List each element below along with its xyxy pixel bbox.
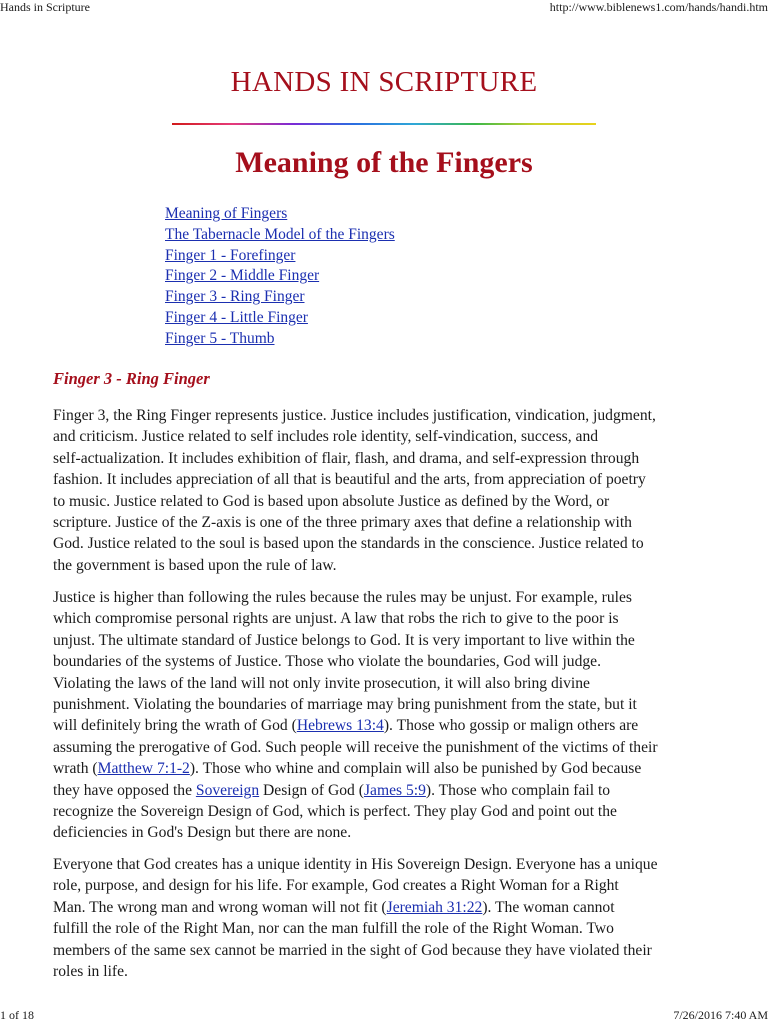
text-line: assuming the prerogative of God. Such people will receive the punishment of the victims of their [53,738,658,756]
text-line: God. Justice related to the soul is based upon the standards in the conscience. Justice related to [53,535,644,553]
text-line: Finger 3, the Ring Finger represents justice. Justice includes justification, vindication, judgment, [53,407,656,424]
text-line: role, purpose, and design for his life. For example, God creates a Right Woman for a Right [53,877,619,895]
text-segment: Design of God ( [259,781,364,799]
text-line [53,897,768,918]
paragraph-unique-identity [53,854,768,982]
text-line: scripture. Justice of the Z-axis is one of the three primary axes that define a relationship with [53,514,632,532]
text-line: Violating the laws of the land will not only invite prosecution, it will also bring divine [53,674,590,692]
section-heading: Finger 3 - Ring Finger [53,369,210,388]
text-line: Justice is higher than following the rules because the rules may be unjust. For example, rules [53,589,632,606]
toc-item [165,308,395,329]
print-header-url: http://www.biblenews1.com/hands/handi.htm [549,0,768,14]
toc-link-meaning-of-fingers[interactable]: Meaning of Fingers [165,205,288,222]
text-segment: wrath ( [53,760,98,778]
toc-link-finger-3[interactable]: Finger 3 - Ring Finger [165,288,305,306]
link-sovereign[interactable]: Sovereign [195,781,260,799]
text-line [53,758,768,779]
text-line: fashion. It includes appreciation of all that is beautiful and the arts, from appreciation of poetry [53,471,646,489]
text-line: fulfill the role of the Right Man, nor can the man fulfill the role of the Right Woman. Two [53,920,614,938]
rainbow-divider [172,123,596,125]
text-segment: they have opposed the [53,781,196,799]
toc-item [165,225,395,246]
text-segment: Man. The wrong man and wrong woman will not fit ( [53,898,387,916]
text-line: which compromise personal rights are unjust. A law that robs the rich to give to the poor is [53,610,619,628]
text-segment: ). Those who gossip or malign others are [383,717,639,735]
toc-item [165,204,395,225]
scripture-link-matthew[interactable]: Matthew 7:1-2 [97,760,190,778]
text-line: recognize the Sovereign Design of God, which is perfect. They play God and point out the [53,803,617,821]
print-header-page-title: Hands in Scripture [0,0,90,14]
text-segment: ). The woman cannot [482,898,615,916]
text-segment: ). Those who whine and complain will also be punished by God because [189,760,642,778]
toc-link-finger-4[interactable]: Finger 4 - Little Finger [165,308,308,326]
text-segment: ). Those who complain fail to [425,781,611,799]
print-footer-timestamp: 7/26/2016 7:40 AM [673,1008,768,1022]
scripture-link-hebrews[interactable]: Hebrews 13:4 [296,717,384,735]
toc-link-tabernacle-model[interactable]: The Tabernacle Model of the Fingers [165,225,395,243]
text-line: unjust. The ultimate standard of Justice belongs to God. It is very important to live within the [53,631,635,649]
paragraph-justice-rules [53,587,768,844]
text-line: punishment. Violating the boundaries of marriage may bring punishment from the state, but it [53,696,637,714]
text-line: deficiencies in God's Design but there are none. [53,824,352,842]
toc-item [165,266,395,287]
text-line [53,715,768,736]
scripture-link-jeremiah[interactable]: Jeremiah 31:22 [386,898,483,916]
print-footer-page-counter: 1 of 18 [0,1008,34,1022]
toc-item [165,246,395,267]
toc-link-finger-1[interactable]: Finger 1 - Forefinger [165,246,296,264]
page-heading: Meaning of the Fingers [235,146,533,179]
site-title: HANDS IN SCRIPTURE [230,66,538,98]
text-segment: will definitely bring the wrath of God ( [53,717,297,735]
text-line: roles in life. [53,963,128,981]
text-line: self-actualization. It includes exhibition of flair, flash, and drama, and self-expression through [53,449,640,467]
paragraph-justice-definition [53,405,768,576]
text-line: members of the same sex cannot be married in the sight of God because they have violated their [53,941,652,959]
text-line [53,780,768,801]
text-line: and criticism. Justice related to self includes role identity, self-vindication, success, and [53,428,599,446]
table-of-contents [165,204,395,350]
toc-item [165,329,395,350]
toc-item [165,287,395,308]
text-line: to music. Justice related to God is based upon absolute Justice as defined by the Word, or [53,492,610,510]
text-line: Everyone that God creates has a unique identity in His Sovereign Design. Everyone has a unique [53,856,658,873]
text-line: boundaries of the systems of Justice. Those who violate the boundaries, God will judge. [53,653,601,671]
toc-link-finger-5[interactable]: Finger 5 - Thumb [165,329,275,347]
toc-link-finger-2[interactable]: Finger 2 - Middle Finger [165,267,320,285]
text-line: the government is based upon the rule of law. [53,556,337,574]
scripture-link-james[interactable]: James 5:9 [363,781,426,799]
